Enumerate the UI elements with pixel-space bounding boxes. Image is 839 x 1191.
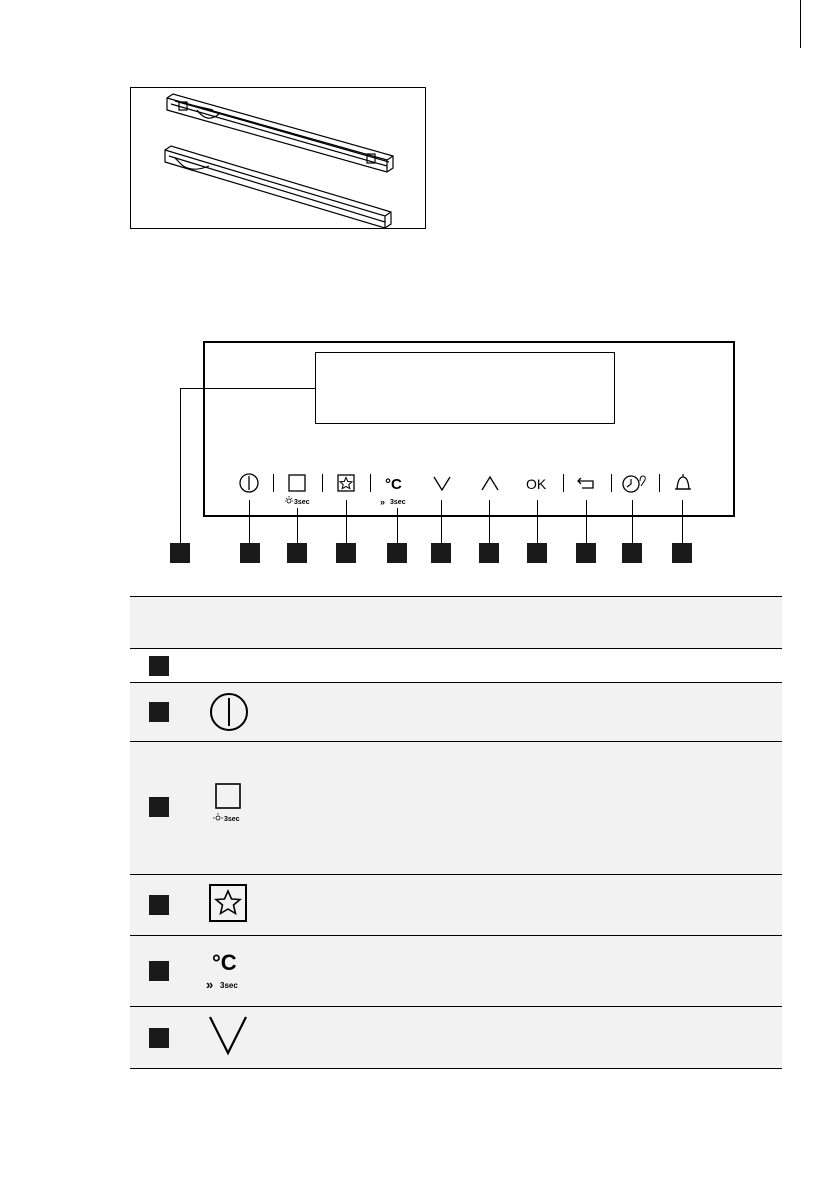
callout-leader-line (249, 500, 250, 544)
callout-number-box (431, 543, 451, 563)
callout-leader-line (441, 500, 442, 544)
svg-text:»: » (380, 497, 386, 507)
panel-back-button[interactable] (569, 470, 605, 514)
square-light-icon (204, 782, 254, 832)
row-icon-cell (204, 687, 254, 737)
callout-leader-line (537, 500, 538, 544)
crop-mark (800, 0, 801, 48)
ok-icon (520, 470, 556, 500)
row-number-box (149, 1028, 169, 1048)
callout-number-box (672, 543, 692, 563)
callout-leader-line (682, 500, 683, 544)
star-icon (328, 470, 364, 500)
shelf-rails-icon (131, 88, 427, 230)
panel-separator (370, 474, 371, 492)
callout-number-box (576, 543, 596, 563)
row-celsius-label: °C (212, 950, 237, 975)
callout-number-box (336, 543, 356, 563)
display-screen (315, 352, 615, 424)
svg-text:»: » (206, 977, 214, 992)
celsius-icon (378, 470, 414, 510)
panel-separator (273, 474, 274, 492)
row-icon-cell (204, 1011, 254, 1061)
callout-number-box (287, 543, 307, 563)
callout-number-box (479, 543, 499, 563)
table-row (130, 936, 782, 1006)
star-icon (204, 879, 254, 929)
panel-up-button[interactable] (472, 470, 508, 514)
callout-leader-line (346, 500, 347, 544)
table-row (130, 875, 782, 935)
panel-ok-button[interactable] (520, 470, 556, 514)
row-number-box (149, 656, 169, 676)
panel-temp-sublabel: 3sec (390, 499, 406, 506)
back-arrow-icon (569, 470, 605, 500)
chevron-down-icon (424, 470, 460, 500)
panel-temperature-button[interactable] (378, 470, 414, 514)
callout-leader-line (632, 500, 633, 544)
square-light-icon (280, 470, 316, 510)
callout-leader-line (297, 508, 298, 544)
panel-light-sublabel: 3sec (294, 499, 310, 506)
accessory-illustration-frame (130, 87, 426, 229)
row-icon-cell (204, 946, 254, 996)
row-temp-sublabel: 3sec (220, 981, 238, 990)
panel-celsius-label: °C (385, 476, 402, 493)
row-number-box (149, 961, 169, 981)
panel-ok-label: OK (526, 476, 547, 492)
panel-separator (611, 474, 612, 492)
panel-bell-button[interactable] (665, 470, 701, 514)
callout-number-box (622, 543, 642, 563)
display-leader-line (180, 388, 316, 389)
table-row (130, 742, 782, 874)
display-leader-line-vertical (180, 388, 181, 544)
panel-timer-button[interactable] (616, 470, 652, 514)
panel-light-button[interactable] (280, 470, 316, 514)
panel-separator (659, 474, 660, 492)
power-icon (204, 687, 254, 737)
callout-number-box (240, 543, 260, 563)
callout-number-box (527, 543, 547, 563)
clock-timer-icon (616, 470, 652, 500)
row-icon-cell (204, 782, 254, 832)
table-row (130, 1007, 782, 1068)
row-light-sublabel: 3sec (224, 816, 240, 823)
callout-leader-line (489, 500, 490, 544)
panel-separator (563, 474, 564, 492)
function-table (130, 596, 782, 1070)
row-number-box (149, 797, 169, 817)
callout-leader-line (586, 500, 587, 544)
celsius-icon (204, 946, 254, 996)
callout-number-box (170, 543, 190, 563)
panel-down-button[interactable] (424, 470, 460, 514)
callout-leader-line (397, 508, 398, 544)
table-header-row (130, 596, 782, 648)
bell-icon (665, 470, 701, 500)
callout-number-box (387, 543, 407, 563)
table-row (130, 683, 782, 741)
chevron-down-icon (204, 1011, 254, 1061)
chevron-up-icon (472, 470, 508, 500)
row-number-box (149, 895, 169, 915)
panel-separator (322, 474, 323, 492)
row-icon-cell (204, 879, 254, 929)
table-row (130, 649, 782, 682)
power-icon (231, 470, 267, 500)
row-number-box (149, 702, 169, 722)
